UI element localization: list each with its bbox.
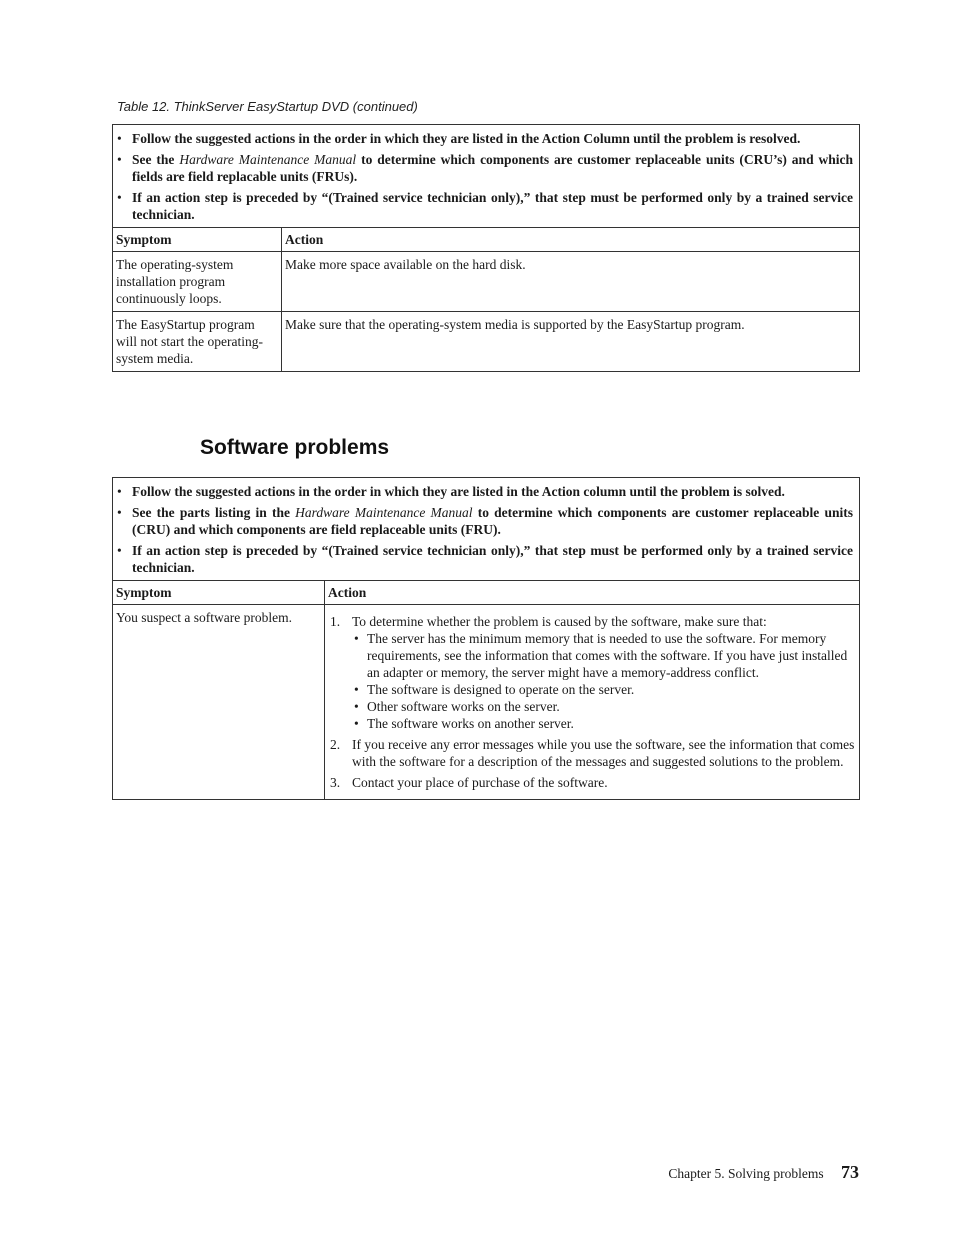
action-steps <box>328 613 855 791</box>
software-problems-table <box>112 477 860 800</box>
table-caption: Table 12. ThinkServer EasyStartup DVD (continued) <box>117 99 418 114</box>
step-item: 2. If you receive any error messages while you use the software, see the information that comes with the software for a description of the messages and suggested solutions to the problem. <box>330 737 855 769</box>
table-row <box>113 312 860 372</box>
note-item: • If an action step is preceded by “(Trained service technician only),” that step must be performed only by a trained service technician. <box>116 189 853 223</box>
action-cell <box>325 605 860 800</box>
manual-title: Hardware Maintenance Manual <box>295 505 473 520</box>
action-cell: Make more space available on the hard disk. <box>282 252 860 312</box>
symptom-cell: The operating-system installation program continuously loops. <box>113 252 282 312</box>
note-item: • Follow the suggested actions in the order in which they are listed in the Action Column until the problem is resolved. <box>116 130 853 147</box>
substep-item: • The software works on another server. <box>352 715 855 732</box>
easystartup-table <box>112 124 860 372</box>
page-number: 73 <box>841 1162 859 1182</box>
note-item: • Follow the suggested actions in the order in which they are listed in the Action column until the problem is solved. <box>116 483 853 500</box>
page-footer <box>668 1162 859 1183</box>
substep-item: • Other software works on the server. <box>352 698 855 715</box>
section-title: Software problems <box>200 436 390 459</box>
symptom-header: Symptom <box>113 228 282 252</box>
table-row <box>113 605 860 800</box>
step-item: 3. Contact your place of purchase of the software. <box>330 775 608 790</box>
note-item: • If an action step is preceded by “(Trained service technician only),” that step must be performed only by a trained service technician. <box>116 542 853 576</box>
symptom-cell: You suspect a software problem. <box>113 605 325 800</box>
action-header: Action <box>282 228 860 252</box>
note-item: • See the parts listing in the Hardware Maintenance Manual to determine which components are customer replaceable units (CRU) and which components are field replaceable units (FRU). <box>116 504 853 538</box>
table-notes <box>113 478 860 581</box>
manual-title: Hardware Maintenance Manual <box>179 152 357 167</box>
table-notes <box>113 125 860 228</box>
substep-list <box>352 630 855 732</box>
step-item: 1. To determine whether the problem is caused by the software, make sure that: • The server has the minimum memory that is needed to use the software. For memory requirements, see the information that comes with the software. If you have just installed an adapter or memory, the server might have a memory-address conflict. • The software is designed to operate on the server. • Other software works on the server. • The software works on another server. <box>328 613 855 732</box>
action-header: Action <box>325 581 860 605</box>
symptom-cell: The EasyStartup program will not start the operating-system media. <box>113 312 282 372</box>
chapter-label: Chapter 5. Solving problems <box>668 1166 824 1181</box>
table-row <box>113 252 860 312</box>
action-cell: Make sure that the operating-system media is supported by the EasyStartup program. <box>282 312 860 372</box>
note-item: • See the Hardware Maintenance Manual to determine which components are customer replaceable units (CRU’s) and which fields are field replacable units (FRUs). <box>116 151 853 185</box>
substep-item: • The server has the minimum memory that is needed to use the software. For memory requirements, see the information that comes with the software. If you have just installed an adapter or memory, the server might have a memory-address conflict. <box>352 630 855 681</box>
substep-item: • The software is designed to operate on the server. <box>352 681 855 698</box>
symptom-header: Symptom <box>113 581 325 605</box>
